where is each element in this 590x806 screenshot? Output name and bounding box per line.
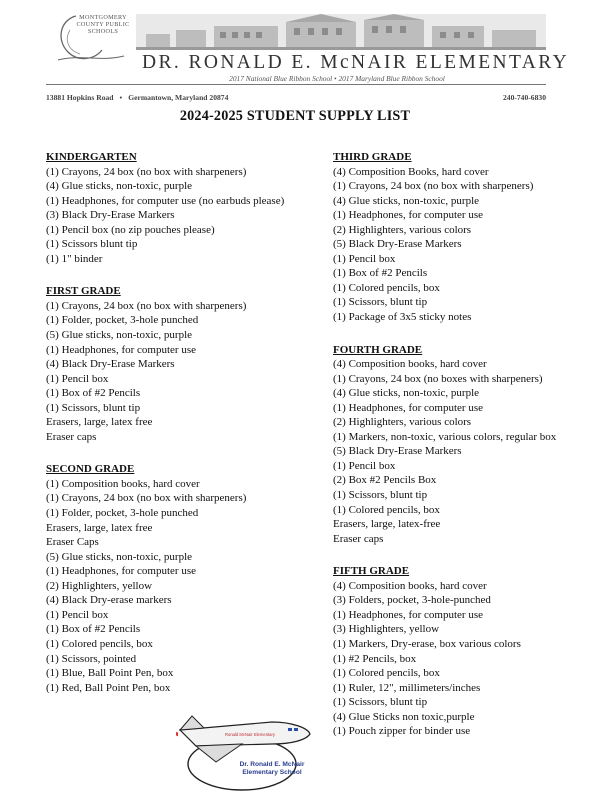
supply-item: (1) Crayons, 24 box (no box with sharpeners) bbox=[333, 180, 534, 193]
section-heading: FIFTH GRADE bbox=[333, 565, 410, 578]
letterhead-divider bbox=[46, 84, 546, 85]
shuttle-logo-line-1: Dr. Ronald E. McNair bbox=[239, 761, 305, 768]
supply-item: (2) Highlighters, various colors bbox=[333, 223, 472, 236]
supply-item: (1) Headphones, for computer use bbox=[46, 343, 196, 356]
supply-item: (1) Box of #2 Pencils bbox=[333, 267, 428, 280]
supply-item: (1) Scissors, blunt tip bbox=[46, 401, 141, 414]
section-kindergarten bbox=[46, 150, 296, 266]
supply-item: (1) Box of #2 Pencils bbox=[46, 623, 141, 636]
page-title: 2024-2025 STUDENT SUPPLY LIST bbox=[179, 108, 411, 124]
supply-item: (1) Scissors, blunt tip bbox=[333, 489, 428, 502]
section-heading: FOURTH GRADE bbox=[333, 343, 423, 356]
school-address bbox=[46, 93, 228, 102]
space-shuttle-logo-icon bbox=[176, 700, 314, 798]
supply-item: (1) Ruler, 12", millimeters/inches bbox=[333, 681, 481, 694]
supply-item: (1) Scissors blunt tip bbox=[46, 238, 138, 251]
supply-item: (4) Glue Sticks non toxic,purple bbox=[333, 710, 475, 723]
school-building-drawing-icon bbox=[136, 12, 546, 52]
supply-item: (4) Glue sticks, non-toxic, purple bbox=[333, 387, 480, 400]
supply-item: (1) #2 Pencils, box bbox=[333, 652, 417, 665]
district-line: MONTGOMERY bbox=[79, 14, 127, 21]
supply-item: (4) Glue sticks, non-toxic, purple bbox=[333, 194, 480, 207]
supply-item: (1) Headphones, for computer use bbox=[333, 608, 483, 621]
supply-item: (5) Glue sticks, non-toxic, purple bbox=[46, 550, 193, 563]
supply-item: (3) Highlighters, yellow bbox=[333, 623, 440, 636]
blue-ribbon-tagline: 2017 National Blue Ribbon School • 2017 Maryland Blue Ribbon School bbox=[229, 74, 445, 83]
supply-item: (1) Colored pencils, box bbox=[46, 637, 153, 650]
street-address: 13881 Hopkins Road bbox=[46, 93, 114, 102]
supply-item: (1) Pencil box bbox=[333, 459, 396, 472]
supply-item: (5) Black Dry-Erase Markers bbox=[333, 238, 462, 251]
supply-item: Eraser Caps bbox=[46, 536, 99, 549]
section-first-grade bbox=[46, 284, 296, 444]
district-line: SCHOOLS bbox=[87, 28, 119, 35]
city-address: Germantown, Maryland 20874 bbox=[128, 93, 229, 102]
section-heading: FIRST GRADE bbox=[46, 285, 121, 298]
supply-item: (1) Scissors, blunt tip bbox=[333, 696, 428, 709]
supply-item: (1) 1" binder bbox=[46, 252, 103, 265]
shuttle-hull-text: Ronald McNair Elementary bbox=[224, 732, 276, 737]
supply-item: (5) Black Dry-Erase Markers bbox=[333, 445, 462, 458]
supply-item: (1) Crayons, 24 box (no box with sharpeners) bbox=[46, 492, 247, 505]
supply-item: Eraser caps bbox=[46, 430, 97, 443]
bullet-separator: • bbox=[119, 93, 123, 102]
supply-item: (1) Crayons, 24 box (no box with sharpeners) bbox=[46, 299, 247, 312]
letterhead bbox=[46, 10, 570, 102]
section-fourth-grade bbox=[333, 343, 573, 547]
supply-item: (1) Pencil box bbox=[46, 372, 109, 385]
supply-item: (1) Pencil box bbox=[333, 252, 396, 265]
left-column bbox=[46, 150, 296, 713]
supply-item: (2) Highlighters, various colors bbox=[333, 416, 472, 429]
supply-item: (1) Headphones, for computer use bbox=[46, 565, 196, 578]
supply-item: (1) Colored pencils, box bbox=[333, 281, 440, 294]
supply-item: (3) Folders, pocket, 3-hole-punched bbox=[333, 594, 491, 607]
supply-item: (2) Highlighters, yellow bbox=[46, 579, 153, 592]
supply-item: (3) Black Dry-Erase Markers bbox=[46, 209, 175, 222]
supply-item: (1) Crayons, 24 box (no box with sharpeners) bbox=[46, 165, 247, 178]
supply-item: (1) Composition books, hard cover bbox=[46, 477, 200, 490]
section-second-grade bbox=[46, 462, 296, 695]
supply-item: (1) Folder, pocket, 3-hole punched bbox=[46, 314, 199, 327]
supply-item: (1) Red, Ball Point Pen, box bbox=[46, 681, 171, 694]
supply-item: (1) Scissors, pointed bbox=[46, 652, 137, 665]
supply-item: (4) Black Dry-erase markers bbox=[46, 594, 172, 607]
supply-item: (4) Composition books, hard cover bbox=[333, 358, 487, 371]
supply-item: Erasers, large, latex-free bbox=[333, 518, 441, 531]
supply-item: (1) Pouch zipper for binder use bbox=[333, 725, 471, 738]
supply-item: (2) Box #2 Pencils Box bbox=[333, 474, 437, 487]
supply-item: Erasers, large, latex free bbox=[46, 416, 153, 429]
supply-item: (4) Composition Books, hard cover bbox=[333, 165, 489, 178]
section-third-grade bbox=[333, 150, 573, 325]
supply-item: (1) Blue, Ball Point Pen, box bbox=[46, 667, 174, 680]
supply-item: (1) Colored pencils, box bbox=[333, 667, 440, 680]
supply-item: (1) Pencil box bbox=[46, 608, 109, 621]
supply-item: Eraser caps bbox=[333, 532, 384, 545]
district-line: COUNTY PUBLIC bbox=[76, 21, 130, 28]
supply-item: Erasers, large, latex free bbox=[46, 521, 153, 534]
section-fifth-grade bbox=[333, 564, 573, 739]
section-heading: KINDERGARTEN bbox=[46, 151, 137, 163]
school-phone: 240-740-6830 bbox=[502, 93, 546, 102]
right-column bbox=[333, 150, 573, 757]
supply-item: (1) Markers, non-toxic, various colors, regular box bbox=[333, 430, 557, 443]
supply-item: (1) Pencil box (no zip pouches please) bbox=[46, 223, 215, 236]
supply-item: (4) Composition books, hard cover bbox=[333, 579, 487, 592]
supply-item: (1) Package of 3x5 sticky notes bbox=[333, 311, 472, 324]
supply-item: (4) Black Dry-Erase Markers bbox=[46, 358, 175, 371]
section-heading: THIRD GRADE bbox=[333, 151, 412, 163]
supply-item: (1) Markers, Dry-erase, box various colors bbox=[333, 637, 521, 650]
supply-item: (1) Folder, pocket, 3-hole punched bbox=[46, 507, 199, 520]
supply-item: (1) Scissors, blunt tip bbox=[333, 296, 428, 309]
supply-item: (1) Box of #2 Pencils bbox=[46, 387, 141, 400]
supply-item: (1) Headphones, for computer use bbox=[333, 209, 483, 222]
supply-item: (1) Headphones, for computer use bbox=[333, 401, 483, 414]
shuttle-logo-line-2: Elementary School bbox=[242, 769, 302, 776]
supply-item: (5) Glue sticks, non-toxic, purple bbox=[46, 329, 193, 342]
school-name: DR. RONALD E. McNAIR ELEMENTARY bbox=[142, 52, 570, 73]
supply-item: (1) Crayons, 24 box (no boxes with sharpeners) bbox=[333, 372, 543, 385]
section-heading: SECOND GRADE bbox=[46, 463, 135, 476]
district-name bbox=[68, 14, 138, 35]
supply-item: (1) Headphones, for computer use (no earbuds please) bbox=[46, 194, 285, 207]
supply-item: (4) Glue sticks, non-toxic, purple bbox=[46, 180, 193, 193]
supply-item: (1) Colored pencils, box bbox=[333, 503, 440, 516]
